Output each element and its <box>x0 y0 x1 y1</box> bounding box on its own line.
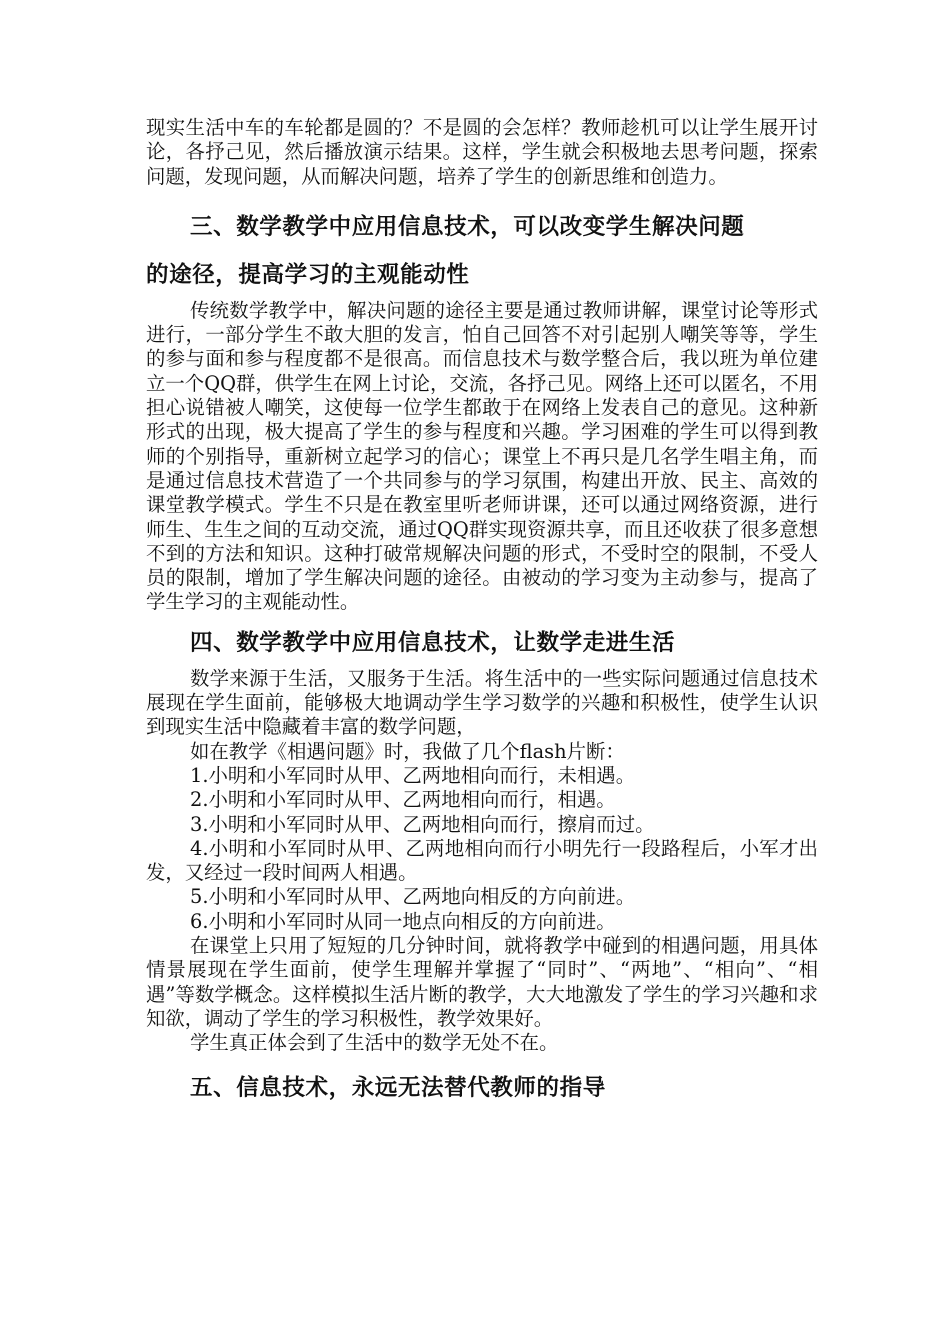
section-4-paragraph-3: 在课堂上只用了短短的几分钟时间，就将教学中碰到的相遇问题，用具体情景展现在学生面前，使学生理解并掌握了“同时”、“两地”、“相向”、“相遇”等数学概念。这样模拟生活片断的教学，大大地激发了学生的学习兴趣和求知欲，调动了学生的学习积极性，教学效果好。 <box>146 934 818 1030</box>
list-item: 1.小明和小军同时从甲、乙两地相向而行，未相遇。 <box>190 763 636 787</box>
list-item: 5.小明和小军同时从甲、乙两地向相反的方向前进。 <box>190 885 636 909</box>
section-3-heading <box>146 203 818 299</box>
document-body <box>146 116 818 1106</box>
section-4-heading: 四、数学教学中应用信息技术，让数学走进生活 <box>190 629 676 656</box>
section-4-paragraph-1: 数学来源于生活，又服务于生活。将生活中的一些实际问题通过信息技术展现在学生面前，能够极大地调动学生学习数学的兴趣和积极性，使学生认识到现实生活中隐藏着丰富的数学问题， <box>146 666 818 739</box>
section-3-heading-line-1: 三、数学教学中应用信息技术，可以改变学生解决问题 <box>190 213 745 240</box>
section-3-heading-line-2: 的途径，提高学习的主观能动性 <box>146 261 470 288</box>
list-item: 3.小明和小军同时从甲、乙两地相向而行，擦肩而过。 <box>190 812 655 836</box>
section-3-paragraph: 传统数学教学中，解决问题的途径主要是通过教师讲解，课堂讨论等形式进行，一部分学生不敢大胆的发言，怕自己回答不对引起别人嘲笑等等，学生的参与面和参与程度都不是很高。而信息技术与数学整合后，我以班为单位建立一个QQ群，供学生在网上讨论，交流，各抒己见。网络上还可以匿名，不用担心说错被人嘲笑，这使每一位学生都敢于在网络上发表自己的意见。这种新形式的出现，极大提高了学生的参与程度和兴趣。学习困难的学生可以得到教师的个别指导，重新树立起学习的信心；课堂上不再只是几名学生唱主角，而是通过信息技术营造了一个共同参与的学习氛围，构建出开放、民主、高效的课堂教学模式。学生不只是在教室里听老师讲课，还可以通过网络资源，进行师生、生生之间的互动交流，通过QQ群实现资源共享，而且还收获了很多意想不到的方法和知识。这种打破常规解决问题的形式，不受时空的限制，不受人员的限制，增加了学生解决问题的途径。由被动的学习变为主动参与，提高了学生学习的主观能动性。 <box>146 298 818 614</box>
list-item: 2.小明和小军同时从甲、乙两地相向而行，相遇。 <box>190 788 616 812</box>
intro-paragraph: 现实生活中车的车轮都是圆的？不是圆的会怎样？教师趁机可以让学生展开讨论，各抒己见，然后播放演示结果。这样，学生就会积极地去思考问题，探索问题，发现问题，从而解决问题，培养了学生的创新思维和创造力。 <box>146 116 818 188</box>
section-4-paragraph-4: 学生真正体会到了生活中的数学无处不在。 <box>190 1031 559 1055</box>
section-4-paragraph-2: 如在教学《相遇问题》时，我做了几个flash片断： <box>190 739 625 763</box>
list-item: 6.小明和小军同时从同一地点向相反的方向前进。 <box>190 909 616 933</box>
section-5-heading: 五、信息技术，永远无法替代教师的指导 <box>190 1074 606 1101</box>
list-item: 4.小明和小军同时从甲、乙两地相向而行小明先行一段路程后，小军才出发，又经过一段时间两人相遇。 <box>146 836 818 885</box>
